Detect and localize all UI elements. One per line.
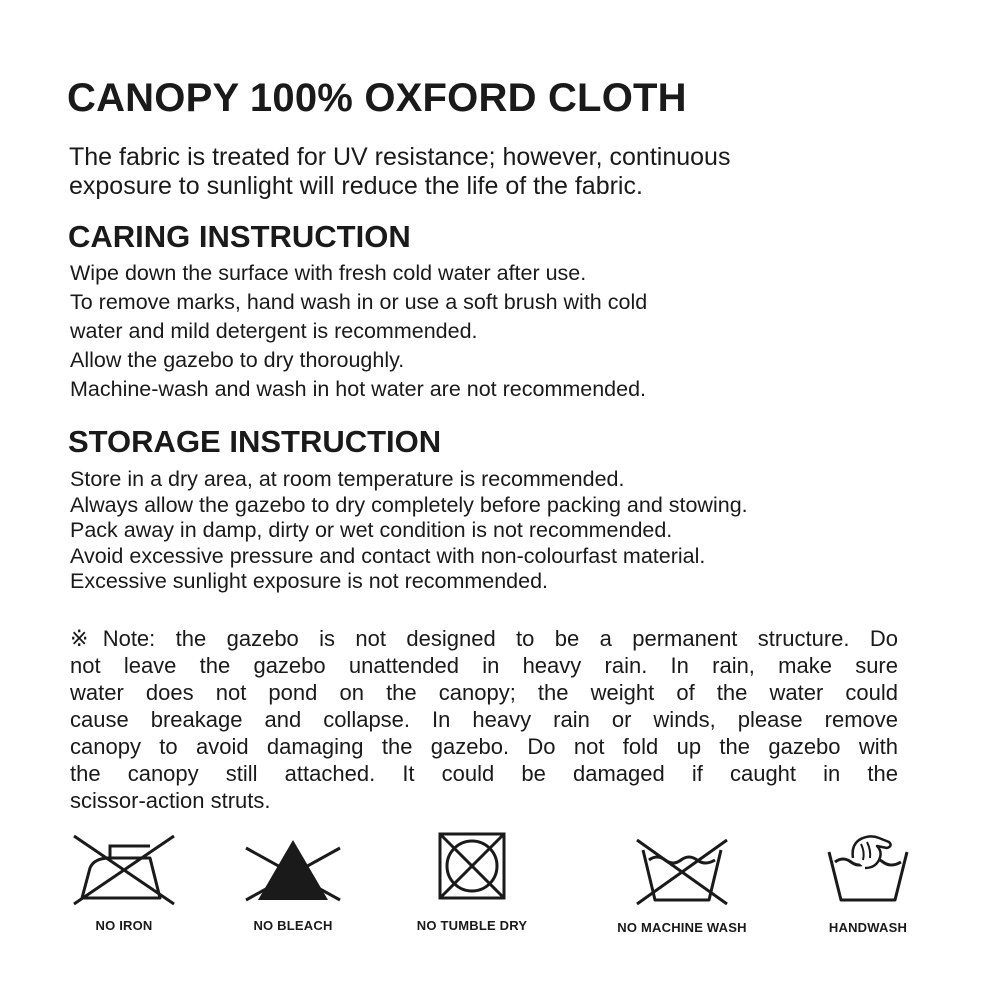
storage-heading: STORAGE INSTRUCTION (68, 424, 442, 459)
note-paragraph (70, 625, 898, 814)
note-line: canopy to avoid damaging the gazebo. Do not fold up the gazebo with (70, 734, 898, 759)
handwash-icon (813, 828, 923, 908)
intro-line: The fabric is treated for UV resistance; however, continuous (69, 143, 731, 171)
caring-line: To remove marks, hand wash in or use a soft brush with cold (70, 290, 648, 314)
intro-line: exposure to sunlight will reduce the life of the fabric. (69, 172, 643, 200)
care-symbol-no-tumble-dry (382, 828, 562, 933)
no-machine-wash-icon (627, 828, 737, 908)
storage-line: Store in a dry area, at room temperature is recommended. (70, 467, 625, 491)
care-symbol-label: NO TUMBLE DRY (416, 918, 528, 933)
storage-line: Avoid excessive pressure and contact with non-colourfast material. (70, 543, 706, 568)
care-symbol-label: HANDWASH (828, 920, 908, 935)
intro-paragraph (69, 143, 949, 201)
caring-line: Wipe down the surface with fresh cold water after use. (70, 261, 587, 285)
storage-line: Pack away in damp, dirty or wet condition is not recommended. (70, 518, 673, 542)
care-symbol-label: NO IRON (95, 918, 153, 933)
no-iron-icon (64, 828, 184, 908)
caring-line: Machine-wash and wash in hot water are not recommended. (70, 377, 647, 401)
note-line: cause breakage and collapse. In heavy rain or winds, please remove (70, 707, 898, 732)
note-line: the canopy still attached. It could be damaged if caught in the (70, 761, 898, 786)
storage-line: Always allow the gazebo to dry completely before packing and stowing. (70, 492, 748, 517)
page-title: CANOPY 100% OXFORD CLOTH (67, 76, 687, 120)
no-bleach-icon (238, 828, 348, 908)
care-symbols (0, 828, 1000, 948)
note-line: not leave the gazebo unattended in heavy rain. In rain, make sure (70, 653, 898, 678)
storage-instructions (70, 467, 950, 595)
caring-instructions (70, 259, 950, 404)
care-symbol-no-machine-wash (592, 828, 772, 935)
note-line: scissor-action struts. (70, 788, 271, 813)
care-symbol-no-iron (34, 828, 214, 933)
caring-line: water and mild detergent is recommended. (70, 319, 478, 343)
caring-heading: CARING INSTRUCTION (68, 219, 411, 254)
no-tumble-dry-icon (427, 828, 517, 908)
care-symbol-label: NO MACHINE WASH (617, 920, 747, 935)
storage-line: Excessive sunlight exposure is not recommended. (70, 569, 549, 593)
note-line: ※Note: the gazebo is not designed to be a permanent structure. Do (70, 626, 898, 651)
care-symbol-label: NO BLEACH (253, 918, 333, 933)
care-symbol-handwash (778, 828, 958, 935)
caring-line: Allow the gazebo to dry thoroughly. (70, 348, 405, 372)
note-line: water does not pond on the canopy; the weight of the water could (70, 680, 898, 705)
care-symbol-no-bleach (203, 828, 383, 933)
